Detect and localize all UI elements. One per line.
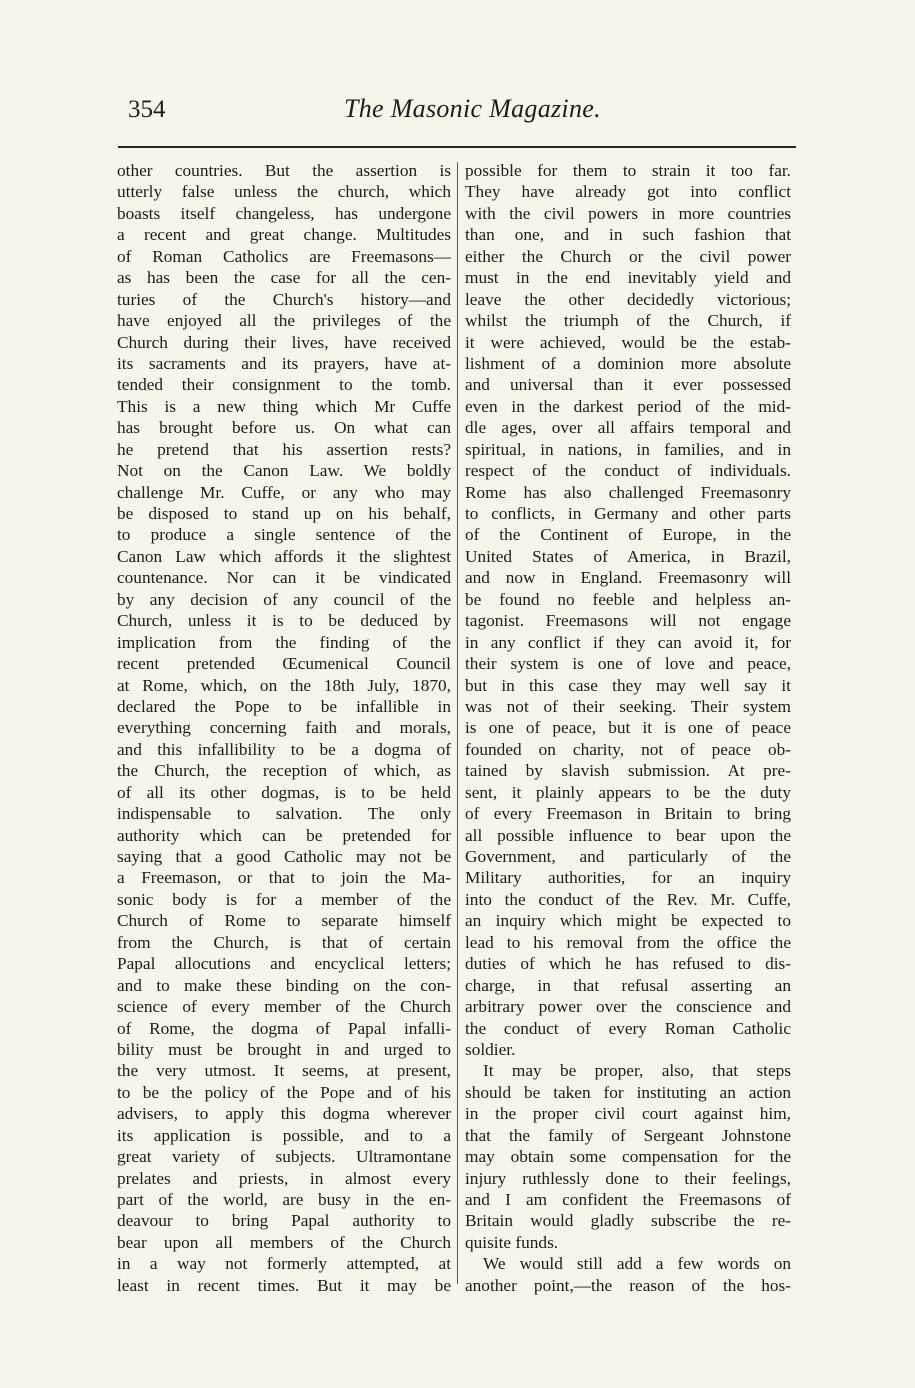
column-divider	[457, 162, 458, 1284]
text-line: bear upon all members of the Church	[117, 1232, 451, 1252]
page-number: 354	[128, 96, 166, 123]
text-line: arbitrary power over the conscience and	[465, 997, 791, 1017]
text-line: to produce a single sentence of the	[117, 525, 451, 545]
text-line: other countries. But the assertion is	[117, 161, 451, 180]
text-line: from the Church, is that of certain	[117, 932, 451, 952]
text-line: and to make these binding on the con-	[117, 975, 451, 995]
text-line: the very utmost. It seems, at present,	[117, 1061, 451, 1081]
text-line: into the conduct of the Rev. Mr. Cuffe,	[465, 889, 791, 909]
text-line: whilst the triumph of the Church, if	[465, 311, 791, 331]
text-line: in the proper civil court against him,	[465, 1104, 791, 1124]
text-line: even in the darkest period of the mid-	[465, 396, 791, 416]
text-line: be disposed to stand up on his behalf,	[117, 504, 451, 523]
text-line: bility must be brought in and urged to	[117, 1039, 451, 1059]
header-rule	[118, 146, 796, 148]
text-line: turies of the Church's history—and	[117, 289, 451, 309]
running-title: The Masonic Magazine.	[344, 94, 601, 123]
text-line: lead to his removal from the office the	[465, 932, 791, 952]
text-line: injury ruthlessly done to their feelings,	[465, 1168, 791, 1188]
text-line: This is a new thing which Mr Cuffe	[117, 396, 451, 416]
text-line: and this infallibility to be a dogma of	[117, 739, 451, 759]
text-line: should be taken for instituting an action	[465, 1082, 791, 1102]
left-column	[117, 160, 451, 1296]
text-line: than one, and in such fashion that	[465, 225, 791, 245]
text-line: an inquiry which might be expected to	[465, 911, 791, 931]
right-column	[465, 160, 791, 1296]
text-line: Church during their lives, have received	[117, 332, 451, 352]
text-line: respect of the conduct of individuals.	[465, 461, 791, 481]
text-line: prelates and priests, in almost every	[117, 1168, 451, 1188]
text-line: Britain would gladly subscribe the re-	[465, 1211, 791, 1231]
text-line: Rome has also challenged Freemasonry	[465, 482, 791, 502]
text-line: he pretend that his assertion rests?	[117, 439, 451, 459]
text-line: declared the Pope to be infallible in	[117, 696, 451, 716]
text-line: was not of their seeking. Their system	[465, 696, 791, 716]
text-line: boasts itself changeless, has undergone	[117, 203, 451, 223]
text-line: utterly false unless the church, which	[117, 182, 451, 202]
text-line: sonic body is for a member of the	[117, 889, 451, 909]
text-line: countenance. Nor can it be vindicated	[117, 568, 451, 588]
text-line: Papal allocutions and encyclical letters;	[117, 954, 451, 974]
text-line: of Roman Catholics are Freemasons—	[117, 246, 451, 266]
text-line: Not on the Canon Law. We boldly	[117, 461, 451, 481]
text-line: Government, and particularly of the	[465, 847, 791, 866]
text-line: challenge Mr. Cuffe, or any who may	[117, 482, 451, 502]
text-line: another point,—the reason of the hos-	[465, 1275, 791, 1295]
text-line: founded on charity, not of peace ob-	[465, 739, 791, 759]
text-line: by any decision of any council of the	[117, 589, 451, 609]
text-line: quisite funds.	[465, 1232, 559, 1252]
text-line: either the Church or the civil power	[465, 246, 791, 266]
text-line: everything concerning faith and morals,	[117, 718, 451, 738]
text-line: recent pretended Œcumenical Council	[117, 654, 451, 674]
text-line: possible for them to strain it too far.	[465, 161, 791, 180]
text-line: has brought before us. On what can	[117, 418, 451, 438]
text-line: may obtain some compensation for the	[465, 1147, 791, 1167]
text-line: that the family of Sergeant Johnstone	[465, 1125, 791, 1145]
text-line: its sacraments and its prayers, have at-	[117, 353, 451, 373]
text-line: implication from the finding of the	[117, 632, 451, 652]
text-line: advisers, to apply this dogma wherever	[117, 1104, 451, 1124]
text-line: lishment of a dominion more absolute	[465, 353, 791, 373]
text-line: of Rome, the dogma of Papal infalli-	[117, 1018, 451, 1038]
text-line: is one of peace, but it is one of peace	[465, 718, 791, 738]
text-line: tagonist. Freemasons will not engage	[465, 611, 791, 631]
text-line: dle ages, over all affairs temporal and	[465, 418, 791, 438]
text-line: least in recent times. But it may be	[117, 1275, 451, 1295]
text-line: to conflicts, in Germany and other parts	[465, 504, 791, 523]
text-line: sent, it plainly appears to be the duty	[465, 782, 791, 802]
text-line: They have already got into conflict	[465, 182, 791, 202]
text-line: and I am confident the Freemasons of	[465, 1190, 791, 1209]
text-line: the Church, the reception of which, as	[117, 761, 451, 781]
text-line: with the civil powers in more countries	[465, 203, 791, 223]
text-line: their system is one of love and peace,	[465, 654, 791, 674]
text-line: Military authorities, for an inquiry	[465, 868, 791, 888]
text-line: charge, in that refusal asserting an	[465, 975, 791, 995]
text-line: a Freemason, or that to join the Ma-	[117, 868, 451, 888]
text-line: have enjoyed all the privileges of the	[117, 311, 451, 331]
text-line: in any conflict if they can avoid it, for	[465, 632, 791, 652]
text-line: soldier.	[465, 1039, 516, 1059]
text-line: its application is possible, and to a	[117, 1125, 451, 1145]
text-line: at Rome, which, on the 18th July, 1870,	[117, 675, 451, 695]
text-line: deavour to bring Papal authority to	[117, 1211, 451, 1231]
text-line: and universal than it ever possessed	[465, 375, 791, 395]
text-line: of all its other dogmas, is to be held	[117, 782, 451, 802]
text-line: the conduct of every Roman Catholic	[465, 1018, 791, 1038]
text-line: United States of America, in Brazil,	[465, 546, 791, 566]
text-line: We would still add a few words on	[483, 1254, 791, 1274]
text-line: it were achieved, would be the estab-	[465, 332, 791, 352]
text-line: and now in England. Freemasonry will	[465, 568, 791, 588]
text-line: be found no feeble and helpless an-	[465, 589, 791, 609]
text-line: Canon Law which affords it the slightest	[117, 546, 451, 566]
page-header	[118, 92, 796, 136]
text-line: It may be proper, also, that steps	[483, 1061, 791, 1081]
text-line: of every Freemason in Britain to bring	[465, 804, 791, 824]
text-line: Church of Rome to separate himself	[117, 911, 451, 931]
text-line: of the Continent of Europe, in the	[465, 525, 791, 545]
text-line: authority which can be pretended for	[117, 825, 451, 845]
text-line: to be the policy of the Pope and of his	[117, 1082, 451, 1102]
text-line: tended their consignment to the tomb.	[117, 375, 451, 395]
text-line: as has been the case for all the cen-	[117, 268, 451, 288]
text-line: in a way not formerly attempted, at	[117, 1254, 451, 1274]
text-line: all possible influence to bear upon the	[465, 825, 791, 845]
text-line: but in this case they may well say it	[465, 675, 791, 695]
text-line: must in the end inevitably yield and	[465, 268, 791, 288]
text-line: Church, unless it is to be deduced by	[117, 611, 451, 631]
text-line: a recent and great change. Multitudes	[117, 225, 451, 245]
text-line: science of every member of the Church	[117, 997, 451, 1017]
text-line: saying that a good Catholic may not be	[117, 847, 451, 866]
text-line: part of the world, are busy in the en-	[117, 1190, 451, 1209]
text-line: tained by slavish submission. At pre-	[465, 761, 791, 781]
text-line: great variety of subjects. Ultramontane	[117, 1147, 451, 1167]
text-line: indispensable to salvation. The only	[117, 804, 451, 824]
text-line: spiritual, in nations, in families, and in	[465, 439, 791, 459]
text-line: leave the other decidedly victorious;	[465, 289, 791, 309]
text-line: duties of which he has refused to dis-	[465, 954, 791, 974]
